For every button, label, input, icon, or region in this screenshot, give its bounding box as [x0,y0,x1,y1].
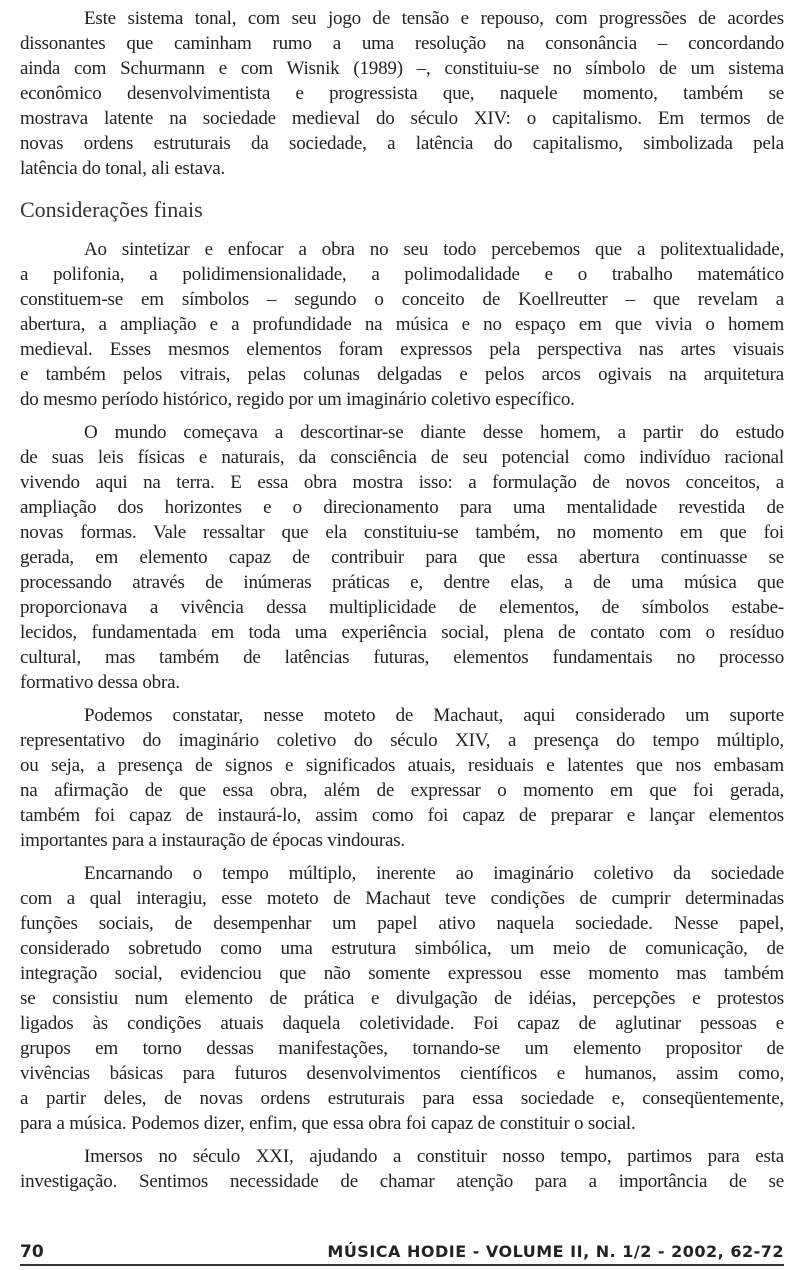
text-line: investigação. Sentimos necessidade de chamar atenção para a importância de se [20,1171,784,1192]
text-line: Imersos no século XXI, ajudando a constituir nosso tempo, partimos para esta [84,1146,784,1167]
text-line: cultural, mas também de latências futuras, elementos fundamentais no processo [20,647,784,668]
page-footer [20,1242,784,1266]
text-line: de suas leis físicas e naturais, da consciência de seu potencial como indivíduo racional [20,447,784,468]
opening-paragraph-group [20,6,784,181]
text-line: medieval. Esses mesmos elementos foram expressos pela perspectiva nas artes visuais [20,339,784,360]
text-line: econômico desenvolvimentista e progressista que, naquele momento, também se [20,83,784,104]
section-paragraphs [20,237,784,1194]
text-line: gerada, em elemento capaz de contribuir para que essa abertura continuasse se [20,547,784,568]
section-heading: Considerações finais [20,197,203,222]
paragraph [20,237,784,412]
text-line: ligados às condições atuais daquela coletividade. Foi capaz de aglutinar pessoas e [20,1013,784,1034]
text-line: vivendo aqui na terra. E essa obra mostra isso: a formulação de novos conceitos, a [20,472,784,493]
text-line: mostrava latente na sociedade medieval do século XIV: o capitalismo. Em termos de [20,108,784,129]
text-line: na afirmação de que essa obra, além de expressar o momento em que foi gerada, [20,780,784,801]
text-line: dissonantes que caminham rumo a uma resolução na consonância – concordando [20,33,784,54]
text-line: representativo do imaginário coletivo do século XIV, a presença do tempo múltiplo, [20,730,784,751]
text-line: constituem-se em símbolos – segundo o conceito de Koellreutter – que revelam a [20,289,784,310]
text-line: vivências básicas para futuros desenvolvimentos científicos e humanos, assim como, [20,1063,784,1084]
text-line: Encarnando o tempo múltiplo, inerente ao imaginário coletivo da sociedade [84,863,784,884]
text-line: com a qual interagiu, esse moteto de Machaut teve condições de cumprir determinadas [20,888,784,909]
text-line: Ao sintetizar e enfocar a obra no seu todo percebemos que a politextualidade, [84,239,784,260]
text-line: a partir deles, de novas ordens estruturais para essa sociedade e, conseqüentemente, [20,1088,784,1109]
text-line: do mesmo período histórico, regido por um imaginário coletivo específico. [20,389,575,410]
text-line: grupos em torno dessas manifestações, tornando-se um elemento propositor de [20,1038,784,1059]
text-line: Podemos constatar, nesse moteto de Machaut, aqui considerado um suporte [84,705,784,726]
text-line: novas formas. Vale ressaltar que ela constituiu-se também, no momento em que foi [20,522,784,543]
text-line: lecidos, fundamentada em toda uma experiência social, plena de contato com o resíduo [20,622,784,643]
text-line: e também pelos vitrais, pelas colunas delgadas e pelos arcos ogivais na arquitetura [20,364,784,385]
text-line: funções sociais, de desempenhar um papel ativo naquela sociedade. Nesse papel, [20,913,784,934]
text-line: Este sistema tonal, com seu jogo de tensão e repouso, com progressões de acordes [84,8,784,29]
page-body [20,6,784,1202]
page-number: 70 [20,1242,44,1262]
text-line: a polifonia, a polidimensionalidade, a polimodalidade e o trabalho matemático [20,264,784,285]
text-line: latência do tonal, ali estava. [20,158,226,179]
text-line: também foi capaz de instaurá-lo, assim como foi capaz de preparar e lançar elementos [20,805,784,826]
text-line: ainda com Schurmann e com Wisnik (1989) –, constituiu-se no símbolo de um sistema [20,58,784,79]
text-line: para a música. Podemos dizer, enfim, que essa obra foi capaz de constituir o social. [20,1113,636,1134]
text-line: se consistiu num elemento de prática e divulgação de idéias, percepções e protestos [20,988,784,1009]
paragraph [20,1144,784,1194]
text-line: proporcionava a vivência dessa multiplicidade de elementos, de símbolos estabe- [20,597,784,618]
text-line: importantes para a instauração de épocas vindouras. [20,830,405,851]
text-line: novas ordens estruturais da sociedade, a latência do capitalismo, simbolizada pela [20,133,784,154]
text-line: integração social, evidenciou que não somente expressou esse momento mas também [20,963,784,984]
paragraph [20,703,784,853]
text-line: considerado sobretudo como uma estrutura simbólica, um meio de comunicação, de [20,938,784,959]
journal-citation: MÚSICA HODIE - VOLUME II, N. 1/2 - 2002, 62-72 [327,1242,784,1261]
text-line: O mundo começava a descortinar-se diante desse homem, a partir do estudo [84,422,784,443]
paragraph [20,861,784,1136]
text-line: abertura, a ampliação e a profundidade na música e no espaço em que vivia o homem [20,314,784,335]
text-line: processando através de inúmeras práticas e, dentre elas, a de uma música que [20,572,784,593]
paragraph [20,420,784,695]
text-line: ampliação dos horizontes e o direcionamento para uma mentalidade revestida de [20,497,784,518]
text-line: ou seja, a presença de signos e significados atuais, residuais e latentes que nos embasam [20,755,784,776]
paragraph [20,6,784,181]
text-line: formativo dessa obra. [20,672,180,693]
